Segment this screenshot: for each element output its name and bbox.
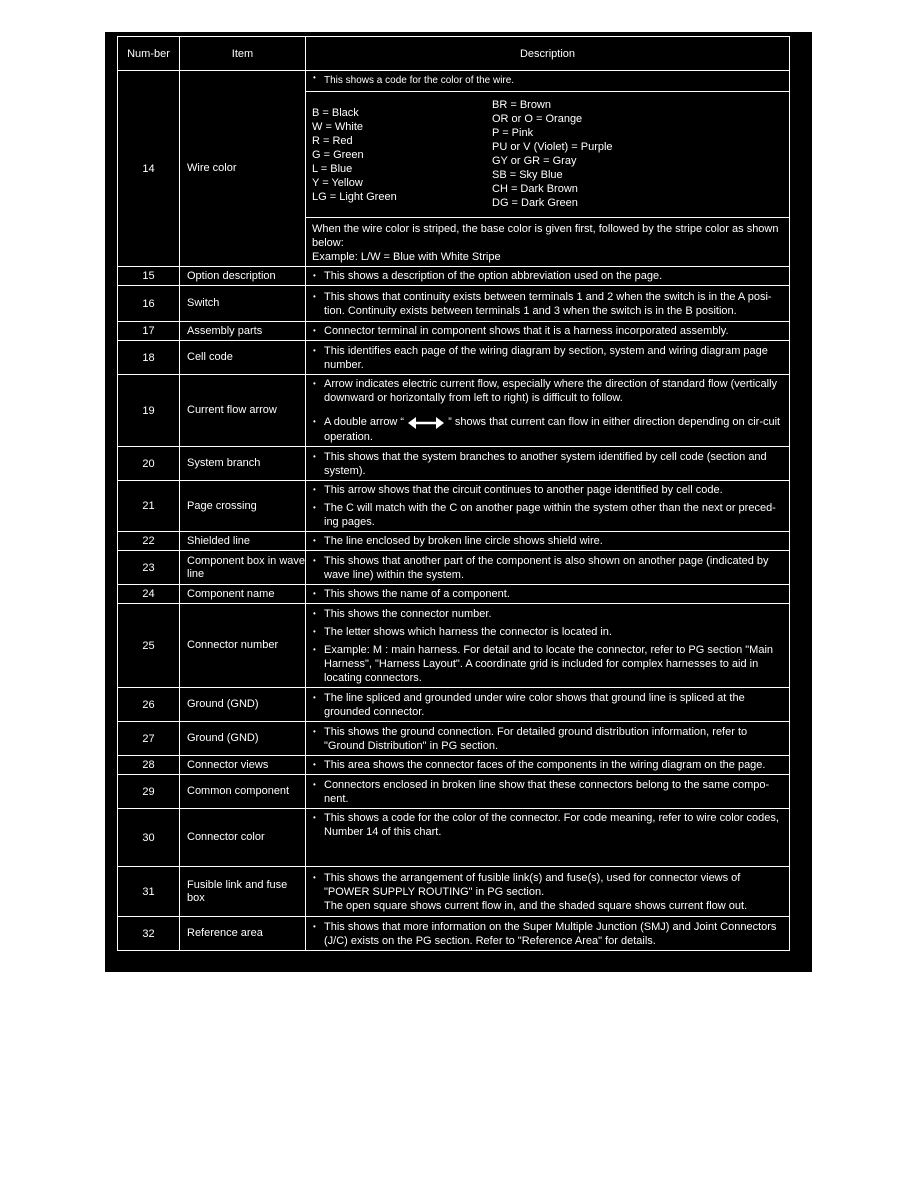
row-description	[306, 71, 790, 267]
bullet-text: • This shows the ground connection. For detailed ground distribution information, refer to "Ground Distribution" in PG section.	[312, 725, 783, 753]
header-number: Num-ber	[118, 37, 180, 71]
row-description	[306, 604, 790, 688]
header-row	[118, 37, 790, 71]
row-item: Common component	[180, 775, 306, 809]
bullet-text: • This shows the connector number.	[312, 607, 783, 621]
color-code: GY or GR = Gray	[492, 155, 577, 167]
table-row	[118, 375, 790, 447]
row-number: 14	[118, 71, 180, 267]
row-description	[306, 585, 790, 604]
color-code: L = Blue	[312, 163, 353, 175]
row-number: 32	[118, 917, 180, 951]
codes-right-column	[492, 98, 783, 210]
stripe-note-block	[306, 217, 789, 264]
table-row	[118, 722, 790, 756]
row-item: Cell code	[180, 341, 306, 375]
row-number: 26	[118, 688, 180, 722]
bullet-text: • Example: M : main harness. For detail and to locate the connector, refer to PG section "Main Harness", "Harness Layout". A coordinate grid is included for complex harnesses to aid in locating connectors.	[312, 643, 783, 685]
row-number: 17	[118, 322, 180, 341]
row-item: Switch	[180, 286, 306, 322]
color-code: Y = Yellow	[312, 177, 363, 189]
header-item: Item	[180, 37, 306, 71]
row-item: Wire color	[180, 71, 306, 267]
row-number: 31	[118, 867, 180, 917]
row-number: 23	[118, 551, 180, 585]
wire-color-codes	[306, 91, 789, 214]
row-description	[306, 867, 790, 917]
row-description	[306, 481, 790, 532]
bullet-text: • Connector terminal in component shows that it is a harness incorporated assembly.	[312, 324, 783, 338]
row-number: 15	[118, 267, 180, 286]
bullet-text: • This shows the name of a component.	[312, 587, 783, 601]
row-description	[306, 322, 790, 341]
row-number: 18	[118, 341, 180, 375]
row-number: 21	[118, 481, 180, 532]
row-number: 24	[118, 585, 180, 604]
bullet-text: • The line enclosed by broken line circle shows shield wire.	[312, 534, 783, 548]
row-item: Ground (GND)	[180, 688, 306, 722]
bullet-text: • This arrow shows that the circuit continues to another page identified by cell code.	[312, 483, 783, 497]
bullet-text: • This shows a code for the color of the wire.	[312, 71, 783, 88]
table-row	[118, 551, 790, 585]
arrow-text-after: ” shows that current can flow in either direction depending on cir-cuit operation.	[324, 416, 781, 443]
table-row	[118, 604, 790, 688]
color-code: OR or O = Orange	[492, 113, 583, 125]
stripe-example: Example: L/W = Blue with White Stripe	[312, 251, 501, 263]
color-code: BR = Brown	[492, 99, 551, 111]
table-row	[118, 775, 790, 809]
row-item: Fusible link and fuse box	[180, 867, 306, 917]
table-row	[118, 688, 790, 722]
row-description	[306, 532, 790, 551]
bullet-text: • This shows that another part of the component is also shown on another page (indicated by wave line) within the system.	[312, 554, 783, 582]
color-code: DG = Dark Green	[492, 197, 578, 209]
row-item: Connector number	[180, 604, 306, 688]
stripe-note: When the wire color is striped, the base color is given first, followed by the stripe color as shown below:	[312, 223, 779, 249]
header-description: Description	[306, 37, 790, 71]
bullet-text: • The letter shows which harness the connector is located in.	[312, 625, 783, 639]
row-number: 29	[118, 775, 180, 809]
table-row	[118, 532, 790, 551]
table-row	[118, 341, 790, 375]
table-row	[118, 447, 790, 481]
bullet-text: • This shows that more information on the Super Multiple Junction (SMJ) and Joint Connectors (J/C) exists on the PG section. Refer to "Reference Area" for details.	[312, 920, 783, 948]
color-code: SB = Sky Blue	[492, 169, 563, 181]
document-page	[105, 32, 812, 972]
row-description	[306, 286, 790, 322]
table-row	[118, 267, 790, 286]
table-row	[118, 322, 790, 341]
bullet-text: • This identifies each page of the wiring diagram by section, system and wiring diagram page number.	[312, 344, 783, 372]
table-row	[118, 585, 790, 604]
row-number: 30	[118, 809, 180, 867]
bullet-text: • This shows that the system branches to another system identified by cell code (section and system).	[312, 450, 783, 478]
row-description	[306, 551, 790, 585]
color-code: PU or V (Violet) = Purple	[492, 141, 613, 153]
row-item: Assembly parts	[180, 322, 306, 341]
bullet-text: • Connectors enclosed in broken line show that these connectors belong to the same compo-nent.	[312, 778, 783, 806]
table-row	[118, 756, 790, 775]
row-item: Page crossing	[180, 481, 306, 532]
row-description	[306, 722, 790, 756]
row-item: Connector views	[180, 756, 306, 775]
row-item: Component box in wave line	[180, 551, 306, 585]
bullet-text: • This shows the arrangement of fusible link(s) and fuse(s), used for connector views of "POWER SUPPLY ROUTING" in PG section. The open square shows current flow in, and the shaded square shows current flow out.	[312, 871, 783, 913]
color-code: R = Red	[312, 135, 353, 147]
color-code: LG = Light Green	[312, 191, 397, 203]
table-row	[118, 809, 790, 867]
bullet-text: • Arrow indicates electric current flow, especially where the direction of standard flow (vertically downward or horizontally from left to right) is difficult to follow.	[312, 377, 783, 405]
row-item: Shielded line	[180, 532, 306, 551]
color-code: G = Green	[312, 149, 364, 161]
color-code: W = White	[312, 121, 364, 133]
legend-table	[117, 36, 790, 951]
bullet-text: • The line spliced and grounded under wire color shows that ground line is spliced at the grounded connector.	[312, 691, 783, 719]
row-description	[306, 447, 790, 481]
row-number: 20	[118, 447, 180, 481]
row-description	[306, 809, 790, 867]
row-description	[306, 688, 790, 722]
table-row	[118, 481, 790, 532]
row-description	[306, 775, 790, 809]
row-description	[306, 917, 790, 951]
double-arrow-bullet	[312, 415, 783, 443]
row-description	[306, 341, 790, 375]
row-description	[306, 375, 790, 447]
row-number: 16	[118, 286, 180, 322]
row-description	[306, 756, 790, 775]
color-code: CH = Dark Brown	[492, 183, 578, 195]
row-item: Current flow arrow	[180, 375, 306, 447]
arrow-text-before: A double arrow “	[324, 416, 405, 429]
row-number: 25	[118, 604, 180, 688]
row-number: 22	[118, 532, 180, 551]
bullet-text: • This shows that continuity exists between terminals 1 and 2 when the switch is in the A posi-tion. Continuity exists between terminals 1 and 3 when the switch is in the B position.	[312, 290, 783, 318]
row-number: 27	[118, 722, 180, 756]
color-code: B = Black	[312, 107, 359, 119]
table-row	[118, 286, 790, 322]
row-item: Option description	[180, 267, 306, 286]
bullet-text: • This shows a code for the color of the connector. For code meaning, refer to wire color codes, Number 14 of this chart.	[312, 811, 783, 839]
double-arrow-icon	[406, 416, 446, 430]
bullet-text: • The C will match with the C on another page within the system other than the next or preced-ing pages.	[312, 501, 783, 529]
row-item: Reference area	[180, 917, 306, 951]
table-row	[118, 917, 790, 951]
bullet-text: • This area shows the connector faces of the components in the wiring diagram on the page.	[312, 758, 783, 772]
bullet-text: • This shows a description of the option abbreviation used on the page.	[312, 269, 783, 283]
table-row	[118, 867, 790, 917]
row-item: Component name	[180, 585, 306, 604]
codes-left-column	[312, 98, 492, 210]
row-item: Ground (GND)	[180, 722, 306, 756]
row-number: 28	[118, 756, 180, 775]
color-code: P = Pink	[492, 127, 534, 139]
row-number: 19	[118, 375, 180, 447]
table-row	[118, 71, 790, 267]
row-description	[306, 267, 790, 286]
row-item: System branch	[180, 447, 306, 481]
row-item: Connector color	[180, 809, 306, 867]
